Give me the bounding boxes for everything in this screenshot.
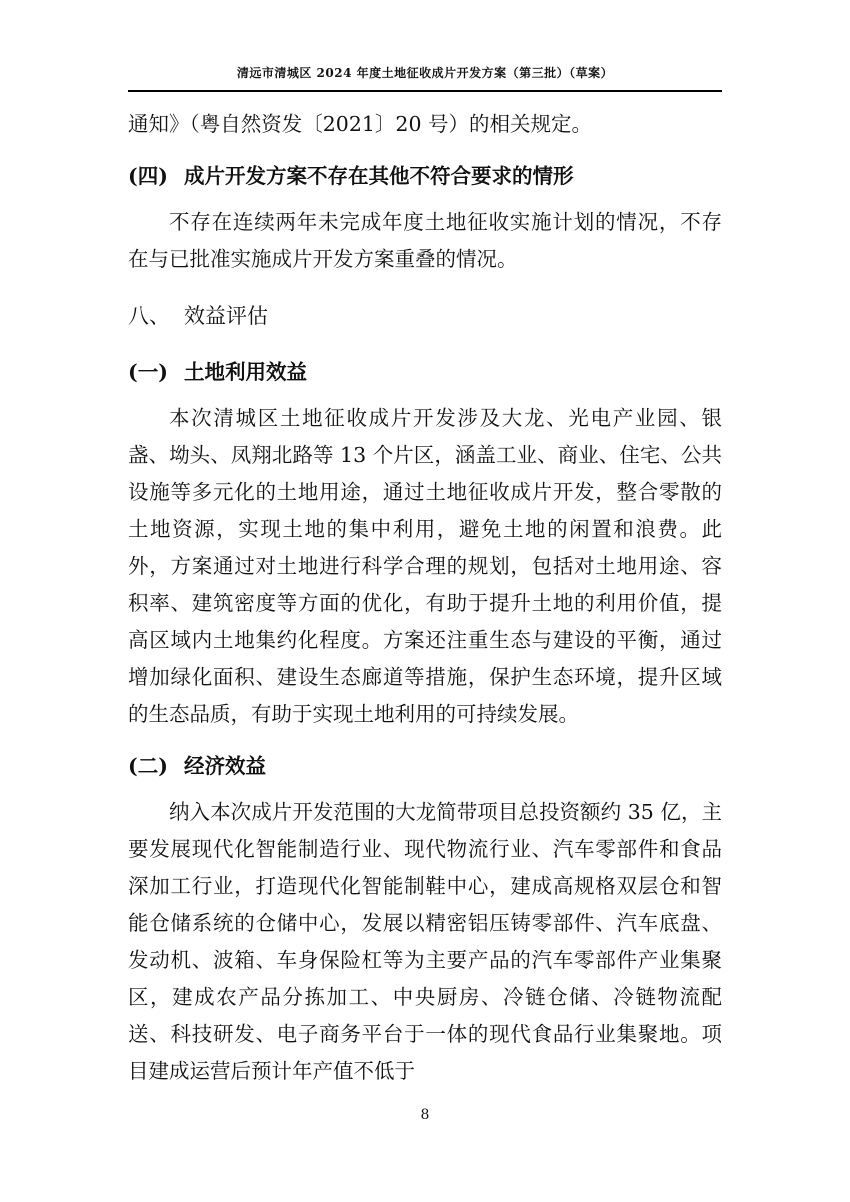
paragraph-land-use-benefit: 本次清城区土地征收成片开发涉及大龙、光电产业园、银盏、坳头、凤翔北路等 13 个片区，涵盖工业、商业、住宅、公共设施等多元化的土地用途，通过土地征收成片开发，整合零散的土地资源，实现土地的集中利用，避免土地的闲置和浪费。此外，方案通过对土地进行科学合理的规划，包括对土地用途、容积率、建筑密度等方面的优化，有助于提升土地的利用价值，提高区域内土地集约化程度。方案还注重生态与建设的平衡，通过增加绿化面积、建设生态廊道等措施，保护生态环境，提升区域的生态品质，有助于实现土地利用的可持续发展。 — [128, 406, 722, 726]
section-heading-8-2 — [128, 748, 722, 785]
section-heading-4 — [128, 158, 722, 195]
section-number: (二) — [128, 754, 168, 778]
section-number: (四) — [128, 164, 168, 188]
header-divider — [128, 90, 722, 92]
paragraph-intro: 通知》（粤自然资发〔2021〕20 号）的相关规定。 — [128, 112, 593, 136]
page-number: 8 — [420, 1107, 430, 1123]
chapter-heading-8 — [128, 298, 722, 335]
section-title: 成片开发方案不存在其他不符合要求的情形 — [184, 164, 574, 188]
section-heading-8-1 — [128, 354, 722, 391]
page-header-title: 清远市清城区 2024 年度土地征收成片开发方案（第三批）（草案） — [236, 66, 614, 80]
chapter-number: 八、 — [128, 304, 170, 328]
document-body — [128, 106, 722, 1090]
section-title: 经济效益 — [184, 754, 266, 778]
section-title: 土地利用效益 — [184, 360, 307, 384]
paragraph-section-4: 不存在连续两年未完成年度土地征收实施计划的情况，不存在与已批准实施成片开发方案重叠的情况。 — [128, 210, 722, 271]
chapter-title: 效益评估 — [184, 304, 268, 328]
paragraph-economic-benefit: 纳入本次成片开发范围的大龙简带项目总投资额约 35 亿，主要发展现代化智能制造行业、现代物流行业、汽车零部件和食品深加工行业，打造现代化智能制鞋中心，建成高规格双层仓和智能仓储系统的仓储中心，发展以精密铝压铸零部件、汽车底盘、发动机、波箱、车身保险杠等为主要产品的汽车零部件产业集聚区，建成农产品分拣加工、中央厨房、冷链仓储、冷链物流配送、科技研发、电子商务平台于一体的现代食品行业集聚地。项目建成运营后预计年产值不低于 — [128, 800, 722, 1083]
section-number: (一) — [128, 360, 168, 384]
